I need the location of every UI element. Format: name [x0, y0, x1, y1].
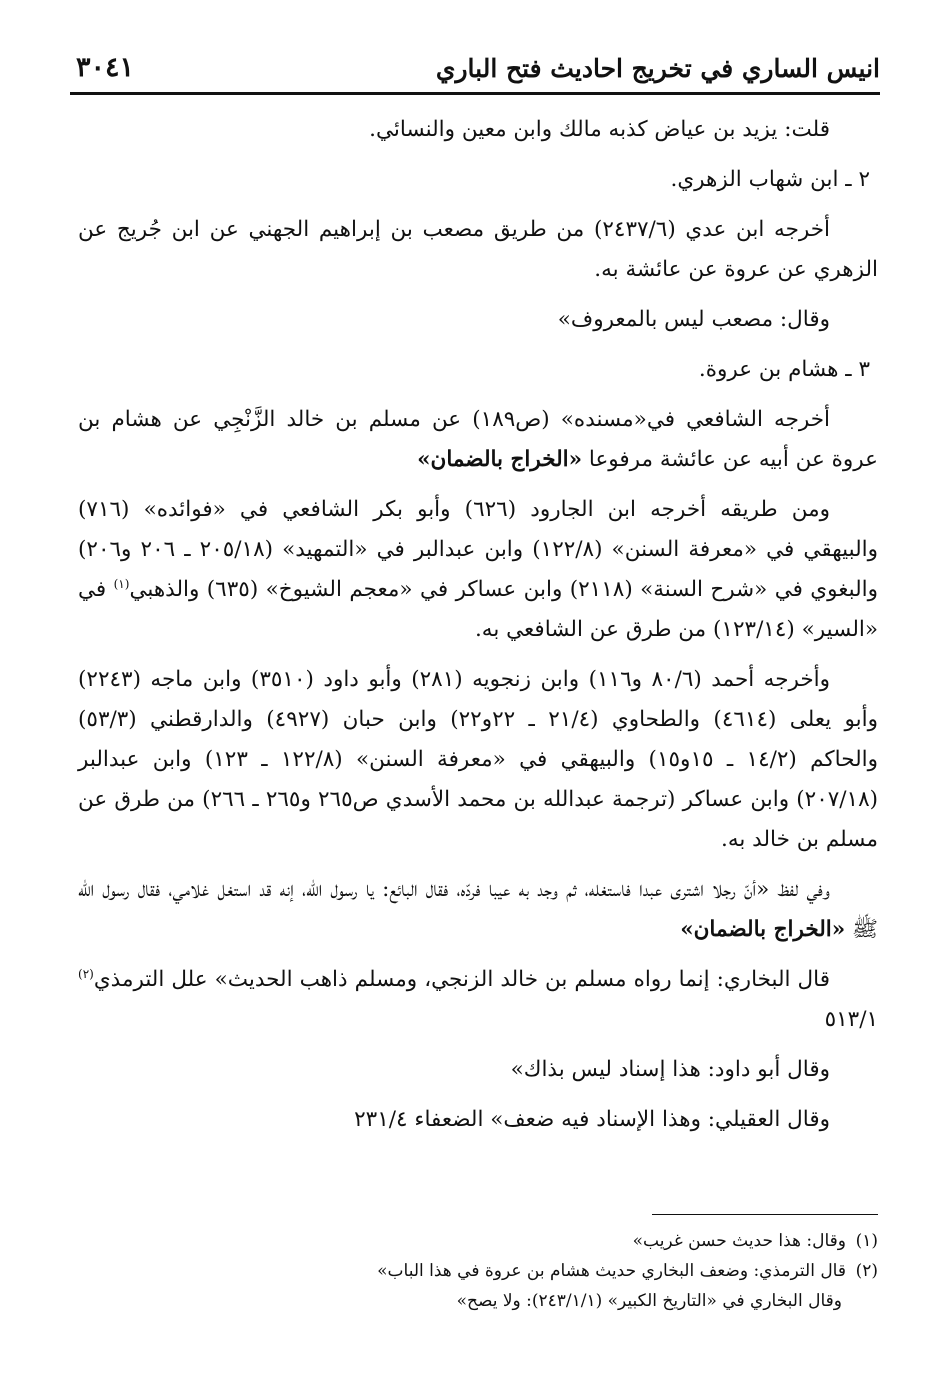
bold-hadith-phrase: «الخراج بالضمان»: [417, 447, 583, 472]
section-heading-2: ٢ ـ ابن شهاب الزهري.: [670, 167, 870, 192]
footnote-number: (٢): [855, 1261, 878, 1281]
book-title: انيس الساري في تخريج احاديث فتح الباري: [435, 54, 880, 83]
paragraph-ibn-adi: أخرجه ابن عدي (٢٤٣٧/٦) من طريق مصعب بن إبراهيم الجهني عن ابن جُريج عن الزهري عن عروة عن عائشة به.: [78, 217, 878, 282]
bold-hadith-phrase: «الخراج بالضمان»: [680, 917, 846, 942]
page-header: [70, 50, 880, 94]
paragraph-ahmad: وأخرجه أحمد (٨٠/٦ و١١٦) وابن زنجويه (٢٨١) وأبو داود (٣٥١٠) وابن ماجه (٢٢٤٣) وأبو يعلى (٤٦١٤) والطحاوي (٢١/٤ ـ ٢٢و٢٢) وابن حبان (٤٩٢٧) والدارقطني (٥٣/٣) والحاكم (١٤/٢ ـ ١٥و١٥) والبيهقي في «معرفة السنن» (١٢٢/٨ ـ ١٢٣) وابن عبدالبر (٢٠٧/١٨) وابن عساكر (ترجمة عبدالله بن محمد الأسدي ص٢٦٥ و٢٦٥ ـ ٢٦٦) من طرق عن مسلم بن خالد به.: [78, 667, 879, 852]
footnote-ref-1[interactable]: (١): [113, 576, 130, 591]
footnote-2-continued: وقال البخاري في «التاريخ الكبير» (٢٤٣/١/١): ولا يصح»: [456, 1291, 842, 1311]
footnotes: [78, 1226, 878, 1316]
footnote-ref-2[interactable]: (٢): [78, 966, 94, 981]
paragraph-lafz: وفي لفظ «أنّ رجلا اشترى عبدا فاستغله، ثم وجد به عيبا فردّه، فقال البائع: يا رسول الله، إنه قد استغل غلامي، فقال رسول الله ﷺ «الخراج بالضمان»: [78, 877, 878, 942]
paragraph-uqayli: وقال العقيلي: وهذا الإسناد فيه ضعف» الضعفاء ٢٣١/٤: [354, 1107, 830, 1132]
section-heading-3: ٣ ـ هشام بن عروة.: [698, 357, 870, 382]
paragraph-abu-dawud: وقال أبو داود: هذا إسناد ليس بذاك»: [510, 1057, 830, 1082]
page-number: ٣٠٤١: [76, 52, 135, 83]
footnote-separator: [652, 1214, 878, 1215]
paragraph-tariqihi: ومن طريقه أخرجه ابن الجارود (٦٢٦) وأبو بكر الشافعي في «فوائده» (٧١٦) والبيهقي في «معرفة السنن» (١٢٢/٨) وابن عبدالبر في «التمهيد» (٢٠٥/١٨ ـ ٢٠٦ و٢٠٦) والبغوي في «شرح السنة» (٢١١٨) وابن عساكر في «معجم الشيوخ» (٦٣٥) والذهبي$^{(١)}$ في «السير» (١٢٣/١٤) من طرق عن الشافعي به.: [78, 497, 879, 642]
header-rule: [70, 92, 880, 95]
paragraph-comment: قلت: يزيد بن عياض كذبه مالك وابن معين والنسائي.: [369, 117, 830, 142]
paragraph-shafii: أخرجه الشافعي في«مسنده» (ص١٨٩) عن مسلم بن خالد الزَّنْجِي عن هشام بن عروة عن أبيه عن عائشة مرفوعا «الخراج بالضمان»: [78, 407, 878, 472]
footnote-number: (١): [855, 1231, 878, 1251]
main-text: [78, 110, 878, 1150]
paragraph-bukhari: قال البخاري: إنما رواه مسلم بن خالد الزنجي، ومسلم ذاهب الحديث» علل الترمذي$^{(٢)}$ ٥١٣/١: [78, 966, 878, 1032]
paragraph-musab: وقال: مصعب ليس بالمعروف»: [557, 307, 830, 332]
footnote-1: (١)وقال: هذا حديث حسن غريب»: [78, 1226, 878, 1256]
footnote-2: (٢)قال الترمذي: وضعف البخاري حديث هشام بن عروة في هذا الباب»: [78, 1256, 878, 1286]
